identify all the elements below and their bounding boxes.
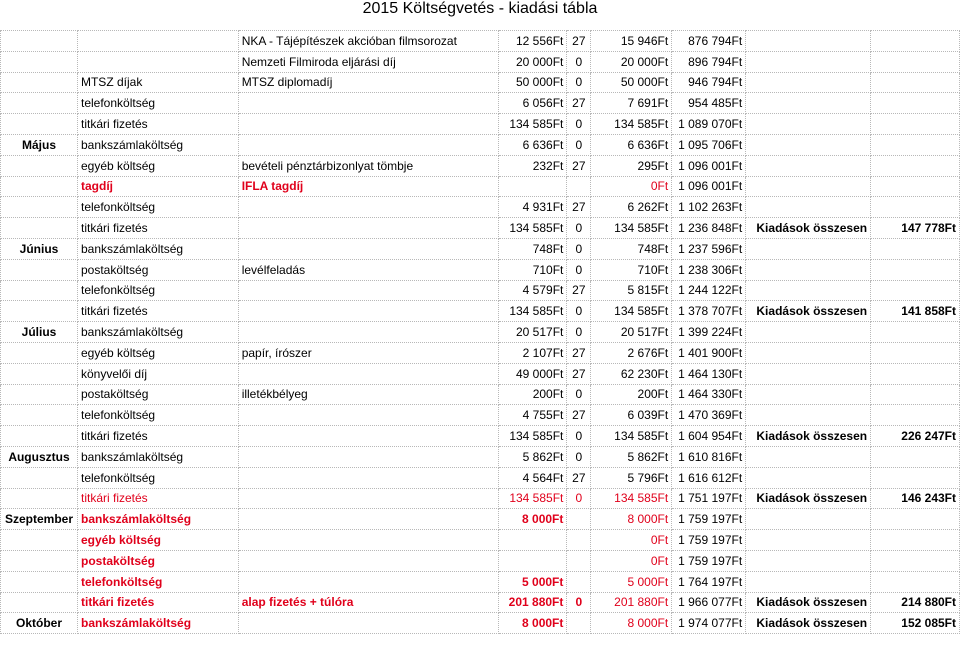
table-row — [1, 322, 960, 343]
running-total-cell[interactable]: 954 485Ft — [672, 93, 746, 114]
running-total-cell[interactable]: 1 095 706Ft — [672, 134, 746, 155]
amount-cell[interactable]: 8 000Ft — [499, 613, 567, 634]
running-total-cell[interactable]: 1 470 369Ft — [672, 405, 746, 426]
amount-cell[interactable]: 20 000Ft — [499, 51, 567, 72]
running-total-cell[interactable]: 1 751 197Ft — [672, 488, 746, 509]
monthly-sum-value[interactable] — [871, 530, 960, 551]
note-cell[interactable]: IFLA tagdíj — [238, 176, 499, 197]
expense-sheet — [0, 30, 960, 655]
monthly-sum-label[interactable] — [746, 114, 871, 135]
vat-cell[interactable]: 0 — [567, 446, 591, 467]
item-cell[interactable]: postaköltség — [77, 384, 238, 405]
table-row — [1, 613, 960, 634]
note-cell[interactable]: papír, írószer — [238, 342, 499, 363]
month-cell[interactable] — [1, 426, 78, 447]
gross-cell[interactable]: 201 880Ft — [591, 592, 672, 613]
monthly-sum-label[interactable]: Kiadások összesen — [746, 488, 871, 509]
vat-cell[interactable]: 0 — [567, 238, 591, 259]
item-cell[interactable] — [77, 31, 238, 52]
item-cell[interactable]: bankszámlaköltség — [77, 322, 238, 343]
monthly-sum-value[interactable] — [871, 93, 960, 114]
vat-cell[interactable]: 0 — [567, 426, 591, 447]
monthly-sum-value[interactable] — [871, 446, 960, 467]
monthly-sum-label[interactable] — [746, 72, 871, 93]
amount-cell[interactable]: 134 585Ft — [499, 218, 567, 239]
monthly-sum-label[interactable] — [746, 363, 871, 384]
running-total-cell[interactable]: 1 966 077Ft — [672, 592, 746, 613]
vat-cell[interactable]: 0 — [567, 301, 591, 322]
amount-cell[interactable]: 6 056Ft — [499, 93, 567, 114]
monthly-sum-label[interactable] — [746, 530, 871, 551]
note-cell[interactable]: NKA - Tájépítészek akcióban filmsorozat — [238, 31, 499, 52]
running-total-cell[interactable]: 1 102 263Ft — [672, 197, 746, 218]
monthly-sum-label[interactable] — [746, 238, 871, 259]
item-cell[interactable]: telefonköltség — [77, 197, 238, 218]
amount-cell[interactable]: 748Ft — [499, 238, 567, 259]
amount-cell[interactable]: 6 636Ft — [499, 134, 567, 155]
amount-cell[interactable]: 5 000Ft — [499, 571, 567, 592]
vat-cell[interactable]: 27 — [567, 405, 591, 426]
vat-cell[interactable]: 0 — [567, 592, 591, 613]
vat-cell[interactable]: 27 — [567, 197, 591, 218]
amount-cell[interactable]: 134 585Ft — [499, 301, 567, 322]
monthly-sum-label[interactable] — [746, 31, 871, 52]
vat-cell[interactable]: 0 — [567, 384, 591, 405]
amount-cell[interactable]: 12 556Ft — [499, 31, 567, 52]
table-row — [1, 550, 960, 571]
monthly-sum-value[interactable] — [871, 363, 960, 384]
table-row — [1, 93, 960, 114]
item-cell[interactable]: titkári fizetés — [77, 301, 238, 322]
monthly-sum-value[interactable] — [871, 197, 960, 218]
expense-table — [0, 30, 960, 634]
monthly-sum-label[interactable] — [746, 446, 871, 467]
note-cell[interactable]: levélfeladás — [238, 259, 499, 280]
vat-cell[interactable]: 0 — [567, 114, 591, 135]
vat-cell[interactable]: 27 — [567, 363, 591, 384]
monthly-sum-value[interactable] — [871, 571, 960, 592]
monthly-sum-value[interactable] — [871, 238, 960, 259]
table-row — [1, 259, 960, 280]
running-total-cell[interactable]: 1 089 070Ft — [672, 114, 746, 135]
amount-cell[interactable]: 49 000Ft — [499, 363, 567, 384]
item-cell[interactable]: postaköltség — [77, 550, 238, 571]
month-cell[interactable] — [1, 176, 78, 197]
monthly-sum-label[interactable] — [746, 134, 871, 155]
monthly-sum-label[interactable] — [746, 197, 871, 218]
amount-cell[interactable]: 20 517Ft — [499, 322, 567, 343]
monthly-sum-value[interactable] — [871, 176, 960, 197]
amount-cell[interactable]: 201 880Ft — [499, 592, 567, 613]
table-row — [1, 363, 960, 384]
month-cell[interactable] — [1, 488, 78, 509]
item-cell[interactable]: telefonköltség — [77, 467, 238, 488]
month-cell[interactable] — [1, 197, 78, 218]
gross-cell[interactable]: 6 262Ft — [591, 197, 672, 218]
table-row — [1, 197, 960, 218]
gross-cell[interactable]: 134 585Ft — [591, 488, 672, 509]
monthly-sum-value[interactable] — [871, 155, 960, 176]
monthly-sum-label[interactable] — [746, 280, 871, 301]
table-row — [1, 301, 960, 322]
running-total-cell[interactable]: 896 794Ft — [672, 51, 746, 72]
monthly-sum-value[interactable] — [871, 509, 960, 530]
amount-cell[interactable]: 134 585Ft — [499, 426, 567, 447]
gross-cell[interactable]: 134 585Ft — [591, 114, 672, 135]
note-cell[interactable]: MTSZ diplomadíj — [238, 72, 499, 93]
note-cell[interactable] — [238, 114, 499, 135]
monthly-sum-label[interactable]: Kiadások összesen — [746, 301, 871, 322]
vat-cell[interactable]: 0 — [567, 259, 591, 280]
amount-cell[interactable]: 2 107Ft — [499, 342, 567, 363]
monthly-sum-label[interactable]: Kiadások összesen — [746, 426, 871, 447]
note-cell[interactable] — [238, 613, 499, 634]
item-cell[interactable]: bankszámlaköltség — [77, 509, 238, 530]
running-total-cell[interactable]: 1 610 816Ft — [672, 446, 746, 467]
monthly-sum-label[interactable] — [746, 509, 871, 530]
monthly-sum-label[interactable]: Kiadások összesen — [746, 218, 871, 239]
table-row — [1, 488, 960, 509]
note-cell[interactable] — [238, 197, 499, 218]
amount-cell[interactable]: 4 931Ft — [499, 197, 567, 218]
month-cell[interactable] — [1, 405, 78, 426]
vat-cell[interactable] — [567, 571, 591, 592]
note-cell[interactable] — [238, 467, 499, 488]
item-cell[interactable]: titkári fizetés — [77, 426, 238, 447]
item-cell[interactable]: bankszámlaköltség — [77, 238, 238, 259]
note-cell[interactable] — [238, 509, 499, 530]
gross-cell[interactable]: 5 796Ft — [591, 467, 672, 488]
running-total-cell[interactable]: 946 794Ft — [672, 72, 746, 93]
vat-cell[interactable]: 0 — [567, 51, 591, 72]
note-cell[interactable] — [238, 218, 499, 239]
monthly-sum-value[interactable] — [871, 384, 960, 405]
month-cell[interactable] — [1, 72, 78, 93]
gross-cell[interactable]: 50 000Ft — [591, 72, 672, 93]
item-cell[interactable] — [77, 51, 238, 72]
monthly-sum-value[interactable]: 146 243Ft — [871, 488, 960, 509]
note-cell[interactable] — [238, 405, 499, 426]
running-total-cell[interactable]: 1 401 900Ft — [672, 342, 746, 363]
vat-cell[interactable]: 0 — [567, 488, 591, 509]
item-cell[interactable]: egyéb költség — [77, 155, 238, 176]
table-row — [1, 218, 960, 239]
note-cell[interactable] — [238, 134, 499, 155]
amount-cell[interactable]: 200Ft — [499, 384, 567, 405]
table-row — [1, 134, 960, 155]
monthly-sum-value[interactable] — [871, 322, 960, 343]
running-total-cell[interactable]: 1 236 848Ft — [672, 218, 746, 239]
item-cell[interactable]: bankszámlaköltség — [77, 613, 238, 634]
amount-cell[interactable]: 8 000Ft — [499, 509, 567, 530]
running-total-cell[interactable]: 1 399 224Ft — [672, 322, 746, 343]
month-cell[interactable]: Október — [1, 613, 78, 634]
table-row — [1, 592, 960, 613]
monthly-sum-value[interactable] — [871, 51, 960, 72]
gross-cell[interactable]: 0Ft — [591, 530, 672, 551]
amount-cell[interactable]: 710Ft — [499, 259, 567, 280]
gross-cell[interactable]: 20 000Ft — [591, 51, 672, 72]
month-cell[interactable] — [1, 280, 78, 301]
running-total-cell[interactable]: 1 764 197Ft — [672, 571, 746, 592]
table-row — [1, 31, 960, 52]
vat-cell[interactable]: 27 — [567, 342, 591, 363]
table-row — [1, 509, 960, 530]
gross-cell[interactable]: 295Ft — [591, 155, 672, 176]
monthly-sum-value[interactable] — [871, 259, 960, 280]
monthly-sum-label[interactable] — [746, 571, 871, 592]
monthly-sum-label[interactable] — [746, 384, 871, 405]
table-row — [1, 51, 960, 72]
running-total-cell[interactable]: 1 378 707Ft — [672, 301, 746, 322]
monthly-sum-label[interactable] — [746, 550, 871, 571]
table-row — [1, 426, 960, 447]
table-row — [1, 405, 960, 426]
monthly-sum-label[interactable] — [746, 51, 871, 72]
running-total-cell[interactable]: 1 759 197Ft — [672, 550, 746, 571]
item-cell[interactable]: telefonköltség — [77, 405, 238, 426]
gross-cell[interactable]: 134 585Ft — [591, 426, 672, 447]
month-cell[interactable] — [1, 384, 78, 405]
item-cell[interactable]: egyéb költség — [77, 342, 238, 363]
item-cell[interactable]: könyvelői díj — [77, 363, 238, 384]
note-cell[interactable] — [238, 363, 499, 384]
monthly-sum-value[interactable]: 147 778Ft — [871, 218, 960, 239]
gross-cell[interactable]: 2 676Ft — [591, 342, 672, 363]
item-cell[interactable]: titkári fizetés — [77, 488, 238, 509]
running-total-cell[interactable]: 1 759 197Ft — [672, 509, 746, 530]
gross-cell[interactable]: 6 636Ft — [591, 134, 672, 155]
note-cell[interactable] — [238, 426, 499, 447]
table-row — [1, 280, 960, 301]
gross-cell[interactable]: 134 585Ft — [591, 301, 672, 322]
note-cell[interactable]: bevételi pénztárbizonlyat tömbje — [238, 155, 499, 176]
table-row — [1, 571, 960, 592]
vat-cell[interactable]: 27 — [567, 31, 591, 52]
amount-cell[interactable]: 134 585Ft — [499, 114, 567, 135]
item-cell[interactable]: telefonköltség — [77, 571, 238, 592]
gross-cell[interactable]: 134 585Ft — [591, 218, 672, 239]
running-total-cell[interactable]: 1 604 954Ft — [672, 426, 746, 447]
vat-cell[interactable]: 27 — [567, 155, 591, 176]
vat-cell[interactable]: 0 — [567, 322, 591, 343]
item-cell[interactable]: egyéb költség — [77, 530, 238, 551]
gross-cell[interactable]: 710Ft — [591, 259, 672, 280]
monthly-sum-value[interactable] — [871, 280, 960, 301]
gross-cell[interactable]: 6 039Ft — [591, 405, 672, 426]
vat-cell[interactable] — [567, 530, 591, 551]
month-cell[interactable] — [1, 218, 78, 239]
gross-cell[interactable]: 0Ft — [591, 176, 672, 197]
running-total-cell[interactable]: 1 237 596Ft — [672, 238, 746, 259]
amount-cell[interactable]: 4 755Ft — [499, 405, 567, 426]
table-row — [1, 446, 960, 467]
month-cell[interactable]: Június — [1, 238, 78, 259]
gross-cell[interactable]: 200Ft — [591, 384, 672, 405]
month-cell[interactable] — [1, 259, 78, 280]
month-cell[interactable]: Július — [1, 322, 78, 343]
vat-cell[interactable]: 27 — [567, 93, 591, 114]
monthly-sum-label[interactable] — [746, 322, 871, 343]
note-cell[interactable] — [238, 550, 499, 571]
month-cell[interactable] — [1, 571, 78, 592]
note-cell[interactable]: Nemzeti Filmiroda eljárási díj — [238, 51, 499, 72]
month-cell[interactable] — [1, 31, 78, 52]
monthly-sum-label[interactable] — [746, 405, 871, 426]
monthly-sum-label[interactable]: Kiadások összesen — [746, 613, 871, 634]
month-cell[interactable]: Szeptember — [1, 509, 78, 530]
vat-cell[interactable]: 0 — [567, 218, 591, 239]
monthly-sum-label[interactable]: Kiadások összesen — [746, 592, 871, 613]
amount-cell[interactable]: 5 862Ft — [499, 446, 567, 467]
item-cell[interactable]: titkári fizetés — [77, 592, 238, 613]
table-row — [1, 342, 960, 363]
month-cell[interactable]: Május — [1, 134, 78, 155]
gross-cell[interactable]: 5 000Ft — [591, 571, 672, 592]
month-cell[interactable] — [1, 51, 78, 72]
monthly-sum-label[interactable] — [746, 176, 871, 197]
monthly-sum-value[interactable] — [871, 31, 960, 52]
running-total-cell[interactable]: 1 096 001Ft — [672, 176, 746, 197]
monthly-sum-value[interactable]: 152 085Ft — [871, 613, 960, 634]
gross-cell[interactable]: 748Ft — [591, 238, 672, 259]
month-cell[interactable] — [1, 155, 78, 176]
monthly-sum-value[interactable] — [871, 467, 960, 488]
table-row — [1, 467, 960, 488]
monthly-sum-label[interactable] — [746, 467, 871, 488]
note-cell[interactable] — [238, 488, 499, 509]
month-cell[interactable] — [1, 342, 78, 363]
table-row — [1, 384, 960, 405]
vat-cell[interactable] — [567, 550, 591, 571]
note-cell[interactable] — [238, 322, 499, 343]
monthly-sum-label[interactable] — [746, 155, 871, 176]
note-cell[interactable]: illetékbélyeg — [238, 384, 499, 405]
note-cell[interactable]: alap fizetés + túlóra — [238, 592, 499, 613]
amount-cell[interactable]: 134 585Ft — [499, 488, 567, 509]
running-total-cell[interactable]: 1 238 306Ft — [672, 259, 746, 280]
gross-cell[interactable]: 8 000Ft — [591, 613, 672, 634]
amount-cell[interactable] — [499, 530, 567, 551]
item-cell[interactable]: bankszámlaköltség — [77, 446, 238, 467]
table-row — [1, 238, 960, 259]
amount-cell[interactable]: 4 564Ft — [499, 467, 567, 488]
vat-cell[interactable]: 27 — [567, 467, 591, 488]
gross-cell[interactable]: 62 230Ft — [591, 363, 672, 384]
running-total-cell[interactable]: 1 096 001Ft — [672, 155, 746, 176]
amount-cell[interactable]: 232Ft — [499, 155, 567, 176]
gross-cell[interactable]: 0Ft — [591, 550, 672, 571]
month-cell[interactable] — [1, 301, 78, 322]
note-cell[interactable] — [238, 530, 499, 551]
table-row — [1, 530, 960, 551]
month-cell[interactable] — [1, 550, 78, 571]
amount-cell[interactable] — [499, 550, 567, 571]
monthly-sum-label[interactable] — [746, 342, 871, 363]
note-cell[interactable] — [238, 446, 499, 467]
vat-cell[interactable]: 27 — [567, 280, 591, 301]
note-cell[interactable] — [238, 301, 499, 322]
gross-cell[interactable]: 8 000Ft — [591, 509, 672, 530]
vat-cell[interactable]: 0 — [567, 72, 591, 93]
monthly-sum-label[interactable] — [746, 93, 871, 114]
note-cell[interactable] — [238, 280, 499, 301]
vat-cell[interactable] — [567, 613, 591, 634]
monthly-sum-label[interactable] — [746, 259, 871, 280]
running-total-cell[interactable]: 1 464 330Ft — [672, 384, 746, 405]
monthly-sum-value[interactable] — [871, 72, 960, 93]
vat-cell[interactable] — [567, 176, 591, 197]
month-cell[interactable] — [1, 530, 78, 551]
note-cell[interactable] — [238, 93, 499, 114]
month-cell[interactable] — [1, 592, 78, 613]
item-cell[interactable]: telefonköltség — [77, 280, 238, 301]
amount-cell[interactable]: 50 000Ft — [499, 72, 567, 93]
table-row — [1, 155, 960, 176]
running-total-cell[interactable]: 1 616 612Ft — [672, 467, 746, 488]
item-cell[interactable]: bankszámlaköltség — [77, 134, 238, 155]
item-cell[interactable]: titkári fizetés — [77, 218, 238, 239]
running-total-cell[interactable]: 1 464 130Ft — [672, 363, 746, 384]
table-row — [1, 114, 960, 135]
monthly-sum-value[interactable] — [871, 550, 960, 571]
running-total-cell[interactable]: 1 974 077Ft — [672, 613, 746, 634]
month-cell[interactable]: Augusztus — [1, 446, 78, 467]
monthly-sum-value[interactable] — [871, 342, 960, 363]
sheet-title: 2015 Költségvetés - kiadási tábla — [362, 0, 598, 17]
gross-cell[interactable]: 5 815Ft — [591, 280, 672, 301]
monthly-sum-value[interactable]: 226 247Ft — [871, 426, 960, 447]
month-cell[interactable] — [1, 363, 78, 384]
note-cell[interactable] — [238, 238, 499, 259]
gross-cell[interactable]: 15 946Ft — [591, 31, 672, 52]
item-cell[interactable]: telefonköltség — [77, 93, 238, 114]
table-row — [1, 72, 960, 93]
amount-cell[interactable] — [499, 176, 567, 197]
running-total-cell[interactable]: 1 244 122Ft — [672, 280, 746, 301]
monthly-sum-value[interactable] — [871, 134, 960, 155]
vat-cell[interactable]: 0 — [567, 134, 591, 155]
item-cell[interactable]: titkári fizetés — [77, 114, 238, 135]
monthly-sum-value[interactable]: 214 880Ft — [871, 592, 960, 613]
monthly-sum-value[interactable]: 141 858Ft — [871, 301, 960, 322]
running-total-cell[interactable]: 1 759 197Ft — [672, 530, 746, 551]
monthly-sum-value[interactable] — [871, 405, 960, 426]
month-cell[interactable] — [1, 114, 78, 135]
amount-cell[interactable]: 4 579Ft — [499, 280, 567, 301]
gross-cell[interactable]: 7 691Ft — [591, 93, 672, 114]
table-row — [1, 176, 960, 197]
note-cell[interactable] — [238, 571, 499, 592]
item-cell[interactable]: postaköltség — [77, 259, 238, 280]
month-cell[interactable] — [1, 93, 78, 114]
monthly-sum-value[interactable] — [871, 114, 960, 135]
month-cell[interactable] — [1, 467, 78, 488]
running-total-cell[interactable]: 876 794Ft — [672, 31, 746, 52]
gross-cell[interactable]: 5 862Ft — [591, 446, 672, 467]
item-cell[interactable]: tagdíj — [77, 176, 238, 197]
gross-cell[interactable]: 20 517Ft — [591, 322, 672, 343]
vat-cell[interactable] — [567, 509, 591, 530]
item-cell[interactable]: MTSZ díjak — [77, 72, 238, 93]
